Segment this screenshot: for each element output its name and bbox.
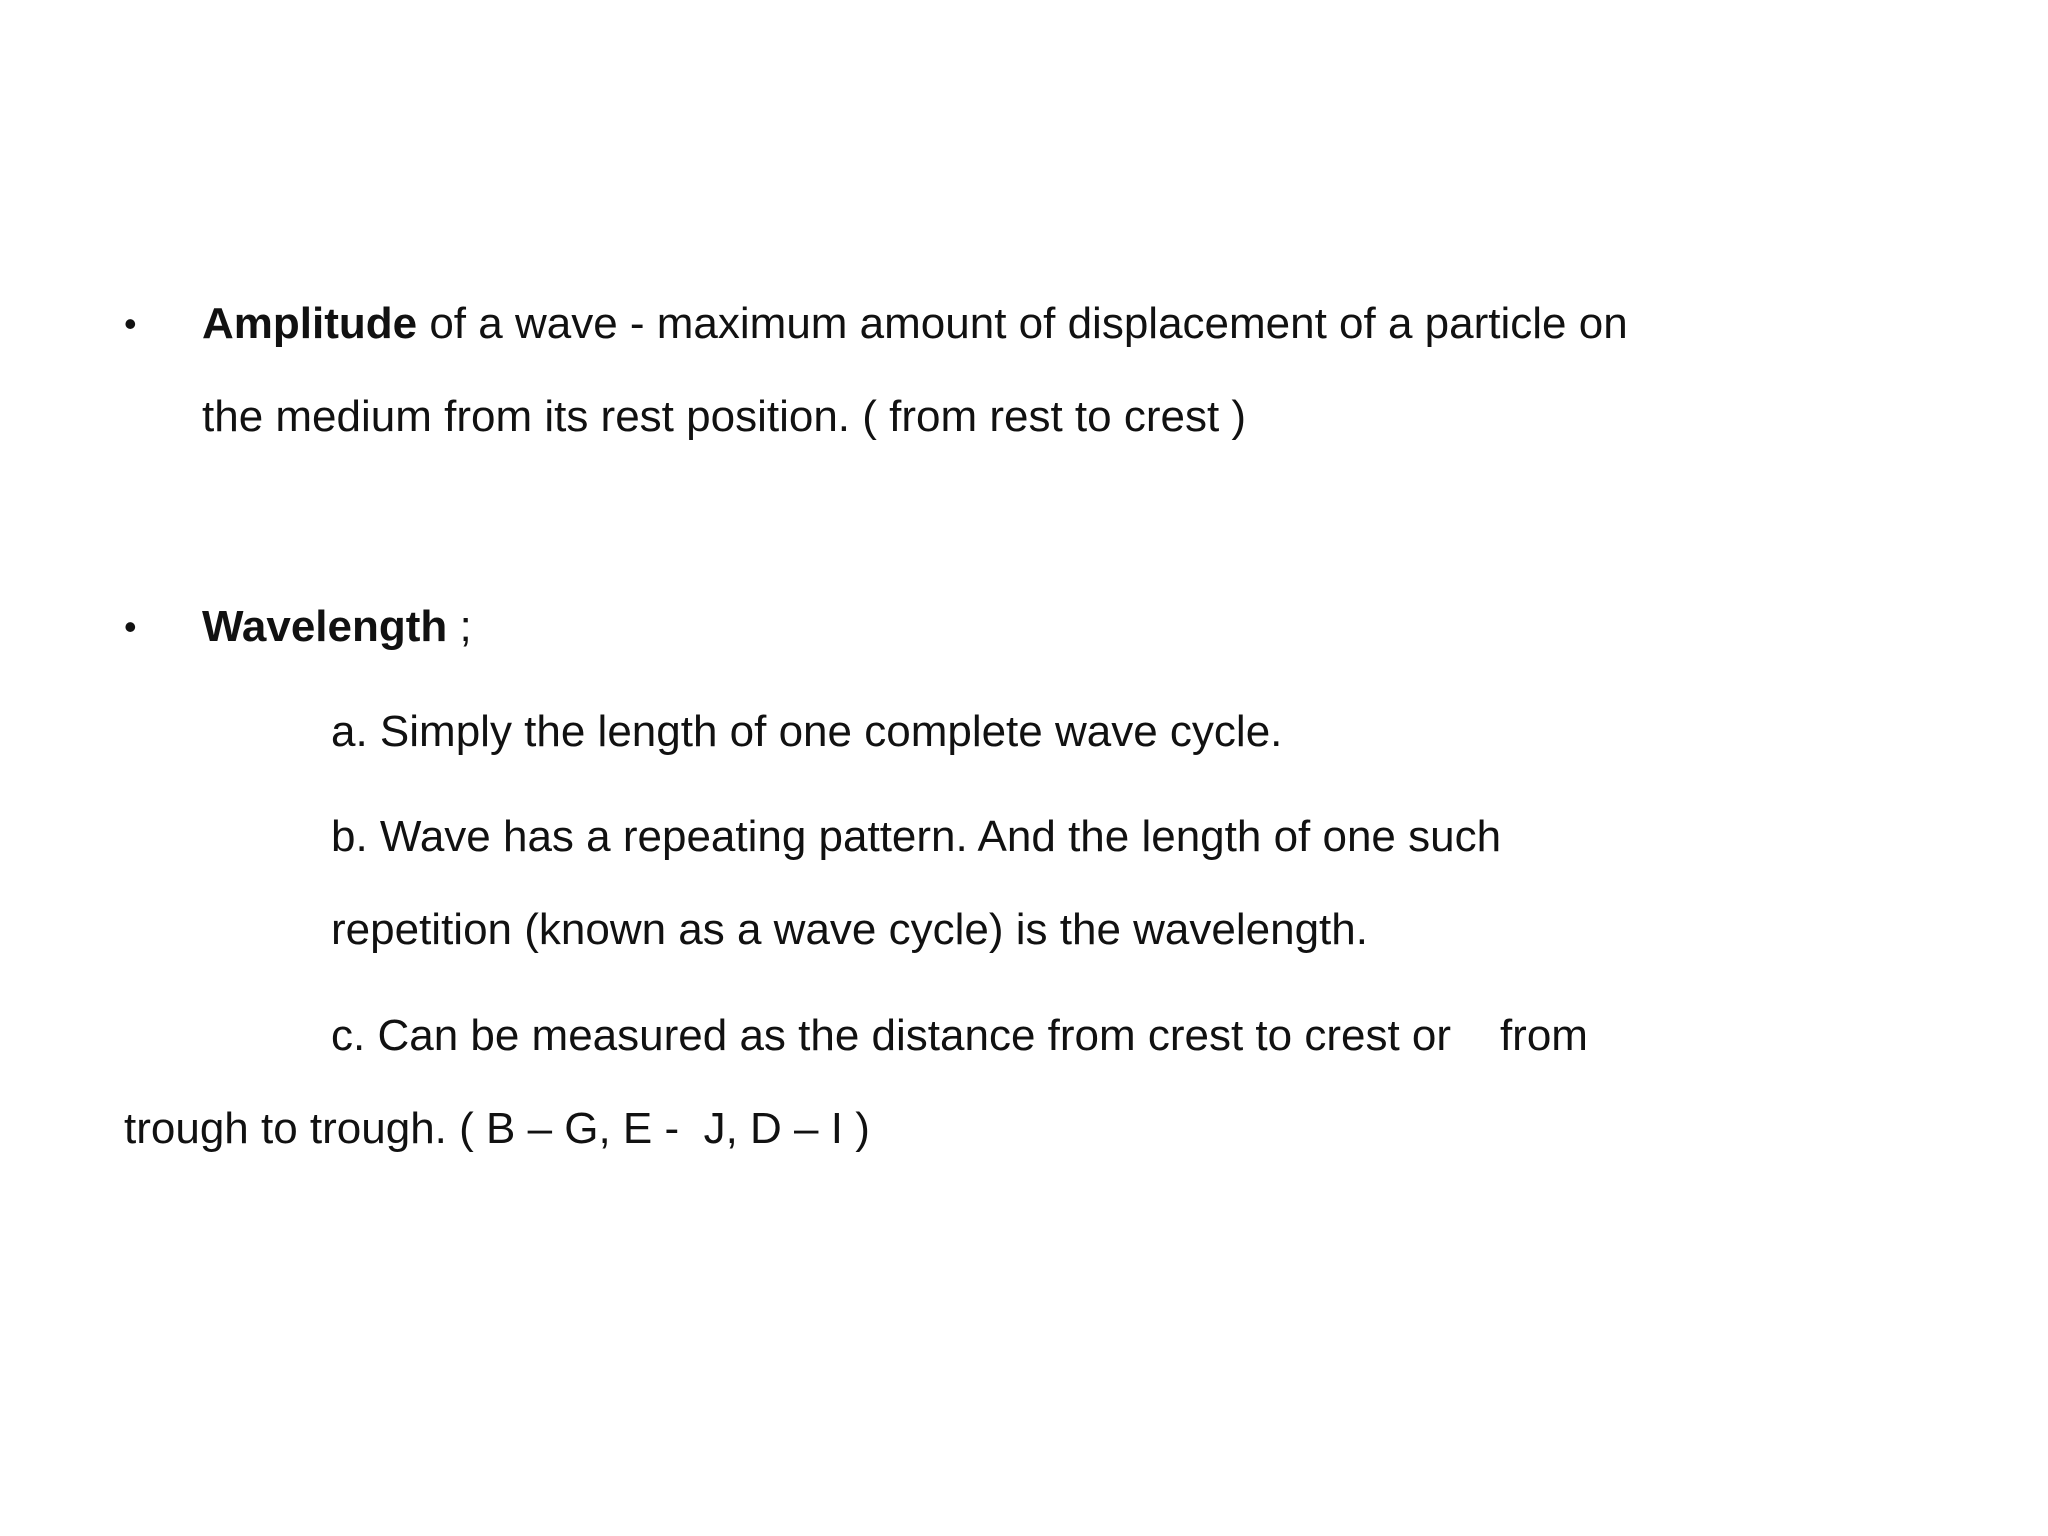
wavelength-item-b-line-2: repetition (known as a wave cycle) is the wavelength. [331, 905, 1368, 954]
wavelength-item-c-line-2: trough to trough. ( B – G, E - J, D – I ) [124, 1104, 870, 1153]
wavelength-item-a: a. Simply the length of one complete wave cycle. [331, 707, 1283, 756]
amplitude-definition-line-2: the medium from its rest position. ( from rest to crest ) [202, 392, 1247, 441]
wavelength-item-c-line-1: c. Can be measured as the distance from crest to crest or from [331, 1011, 1588, 1060]
wavelength-heading-punctuation: ; [447, 602, 472, 651]
wavelength-term: Wavelength [202, 602, 448, 651]
bullet-marker-amplitude: • [124, 303, 137, 344]
bullet-marker-wavelength: • [124, 606, 137, 647]
amplitude-term: Amplitude [202, 299, 418, 348]
amplitude-definition-line-1 [202, 298, 1628, 350]
wavelength-item-b-line-1: b. Wave has a repeating pattern. And the length of one such [331, 812, 1502, 861]
wavelength-heading-line [202, 601, 472, 653]
amplitude-definition-text: of a wave - maximum amount of displacement of a particle on [417, 299, 1628, 348]
